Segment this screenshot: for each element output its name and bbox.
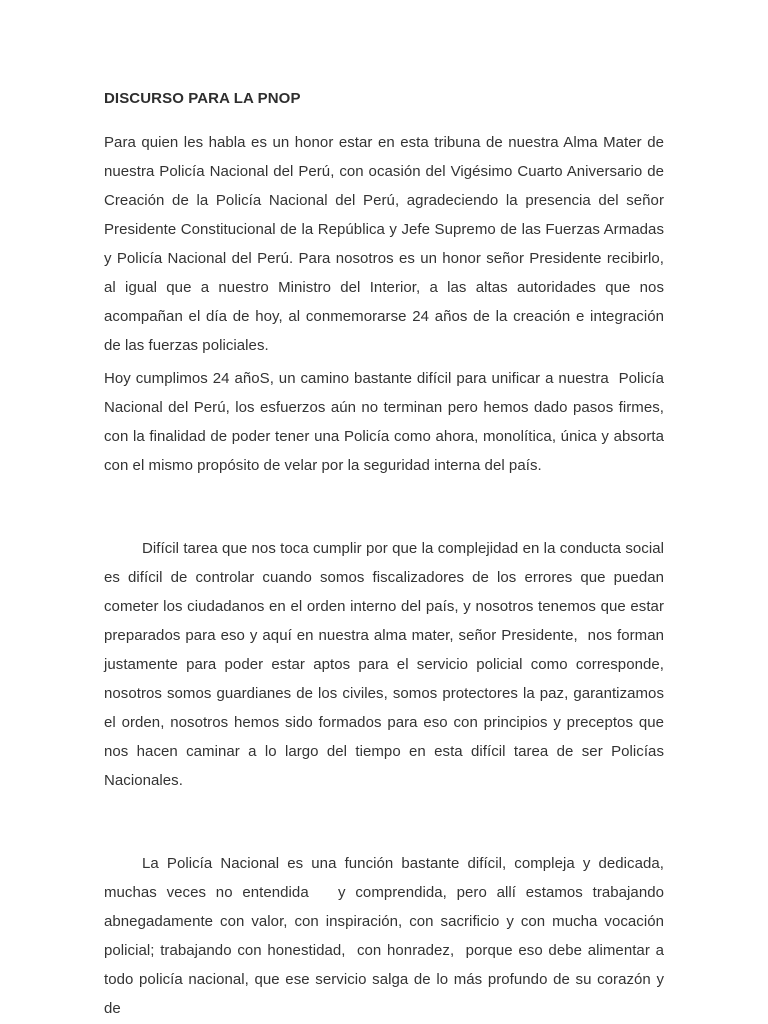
paragraph-3: Difícil tarea que nos toca cumplir por que la complejidad en la conducta social es difícil de controlar cuando somos fiscalizadores de los errores que puedan cometer los ciudadanos en el orden interno del país, y nosotros tenemos que estar preparados para eso y aquí en nuestra alma mater, señor Presidente, nos forman justamente para poder estar aptos para el servicio policial como corresponde, nosotros somos guardianes de los civiles, somos protectores la paz, garantizamos el orden, nosotros hemos sido formados para eso con principios y preceptos que nos hacen caminar a lo largo del tiempo en esta difícil tarea de ser Policías Nacionales. (104, 540, 669, 789)
paragraph-2: Hoy cumplimos 24 añoS, un camino bastante difícil para unificar a nuestra Policía Nacional del Perú, los esfuerzos aún no terminan pero hemos dado pasos firmes, con la finalidad de poder tener una Policía como ahora, monolítica, única y absorta con el mismo propósito de velar por la seguridad interna del país. (104, 370, 669, 474)
paragraph-4: La Policía Nacional es una función bastante difícil, compleja y dedicada, muchas veces no entendida y comprendida, pero allí estamos trabajando abnegadamente con valor, con inspiración, con sacrificio y con mucha vocación policial; trabajando con honestidad, con honradez, porque eso debe alimentar a todo policía nacional, que ese servicio salga de lo más profundo de su corazón y de (104, 855, 669, 1017)
paragraph-1: Para quien les habla es un honor estar en esta tribuna de nuestra Alma Mater de nuestra Policía Nacional del Perú, con ocasión del Vigésimo Cuarto Aniversario de Creación de la Policía Nacional del Perú, agradeciendo la presencia del señor Presidente Constitucional de la República y Jefe Supremo de las Fuerzas Armadas y Policía Nacional del Perú. Para nosotros es un honor señor Presidente recibirlo, al igual que a nuestro Ministro del Interior, a las altas autoridades que nos acompañan el día de hoy, al conmemorarse 24 años de la creación e integración de las fuerzas policiales. (104, 134, 669, 354)
document-text-column (104, 88, 669, 1023)
page-title: DISCURSO PARA LA PNOP (104, 90, 301, 107)
